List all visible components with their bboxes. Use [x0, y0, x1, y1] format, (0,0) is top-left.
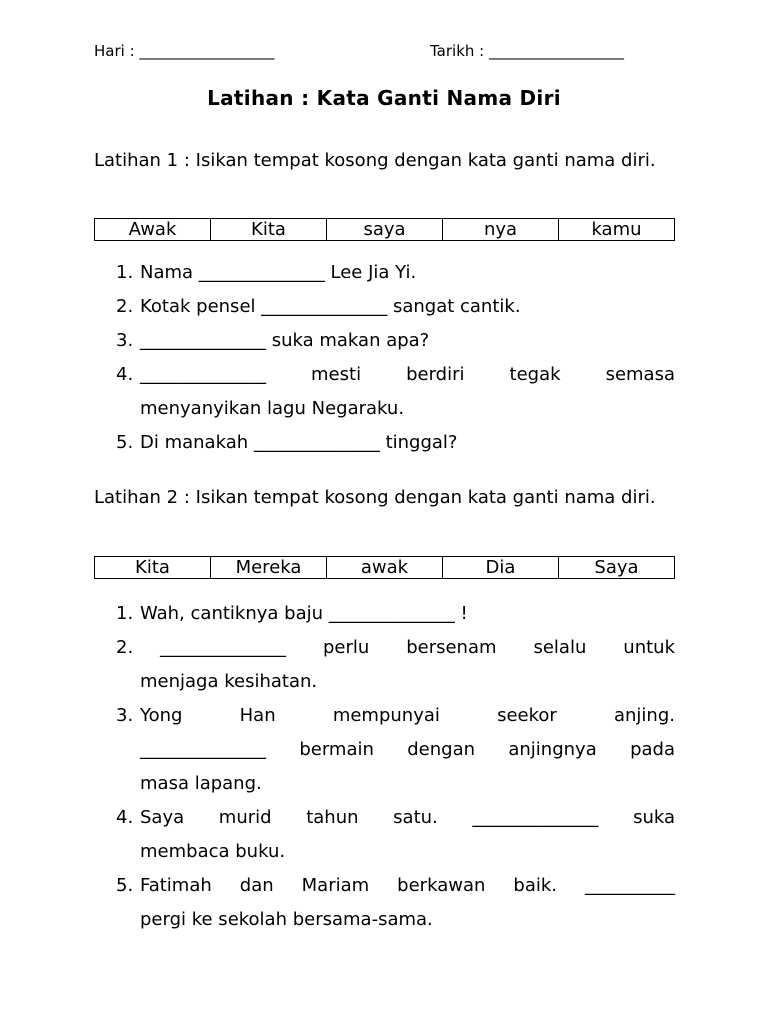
hari-field: Hari : __________________: [94, 42, 275, 60]
header-row: [94, 42, 676, 64]
exercise2-word-bank: [94, 556, 675, 579]
question-text-line: masa lapang.: [140, 773, 262, 794]
question-item: [94, 631, 675, 699]
question-text-line: ______________ bermain dengan anjingnya pada: [140, 739, 675, 760]
question-text-line: pergi ke sekolah bersama-sama.: [140, 909, 433, 930]
question-text-line: ______________ perlu bersenam selalu untuk: [160, 637, 675, 658]
question-number: 3.: [116, 330, 134, 351]
question-text-line: ______________ mesti berdiri tegak semasa: [140, 364, 675, 385]
question-text-line: Saya murid tahun satu. ______________ suka: [140, 807, 675, 828]
word-bank-cell: nya: [443, 219, 559, 241]
page-title: Latihan : Kata Ganti Nama Diri: [207, 86, 561, 110]
question-text-line: menyanyikan lagu Negaraku.: [140, 398, 405, 419]
question-item: [94, 869, 675, 937]
exercise2-questions: [94, 597, 675, 937]
question-text: ______________ suka makan apa?: [140, 330, 430, 351]
question-text-line: menjaga kesihatan.: [140, 671, 318, 692]
question-number: 5.: [116, 432, 134, 453]
question-item: [94, 597, 675, 631]
exercise1-word-bank: [94, 218, 675, 241]
question-item: [94, 426, 675, 460]
question-text: Nama ______________ Lee Jia Yi.: [140, 262, 417, 283]
word-bank-cell: Dia: [443, 557, 559, 579]
question-item: [94, 256, 675, 290]
question-text: Wah, cantiknya baju ______________ !: [140, 603, 468, 624]
question-number: 1.: [116, 603, 134, 624]
question-item: [94, 699, 675, 801]
question-text-line: membaca buku.: [140, 841, 286, 862]
word-bank-cell: kamu: [559, 219, 675, 241]
exercise1-instruction: Latihan 1 : Isikan tempat kosong dengan kata ganti nama diri.: [94, 150, 656, 171]
tarikh-field: Tarikh : __________________: [430, 42, 624, 60]
question-item: [94, 290, 675, 324]
word-bank-cell: Awak: [95, 219, 211, 241]
exercise1-questions: [94, 256, 675, 460]
question-item: [94, 801, 675, 869]
question-text: Di manakah ______________ tinggal?: [140, 432, 458, 453]
question-text-line: Yong Han mempunyai seekor anjing.: [140, 705, 675, 726]
question-number: 2.: [116, 637, 134, 658]
word-bank-cell: awak: [327, 557, 443, 579]
question-number: 1.: [116, 262, 134, 283]
question-item: [94, 358, 675, 426]
question-number: 3.: [116, 705, 134, 726]
question-text: Kotak pensel ______________ sangat cantik.: [140, 296, 521, 317]
word-bank-cell: Mereka: [211, 557, 327, 579]
question-number: 4.: [116, 807, 134, 828]
question-item: [94, 324, 675, 358]
question-number: 5.: [116, 875, 134, 896]
word-bank-cell: Kita: [95, 557, 211, 579]
exercise2-instruction: Latihan 2 : Isikan tempat kosong dengan kata ganti nama diri.: [94, 487, 656, 508]
word-bank-cell: saya: [327, 219, 443, 241]
word-bank-cell: Saya: [559, 557, 675, 579]
question-text-line: Fatimah dan Mariam berkawan baik. __________: [140, 875, 675, 896]
word-bank-cell: Kita: [211, 219, 327, 241]
question-number: 2.: [116, 296, 134, 317]
question-number: 4.: [116, 364, 134, 385]
